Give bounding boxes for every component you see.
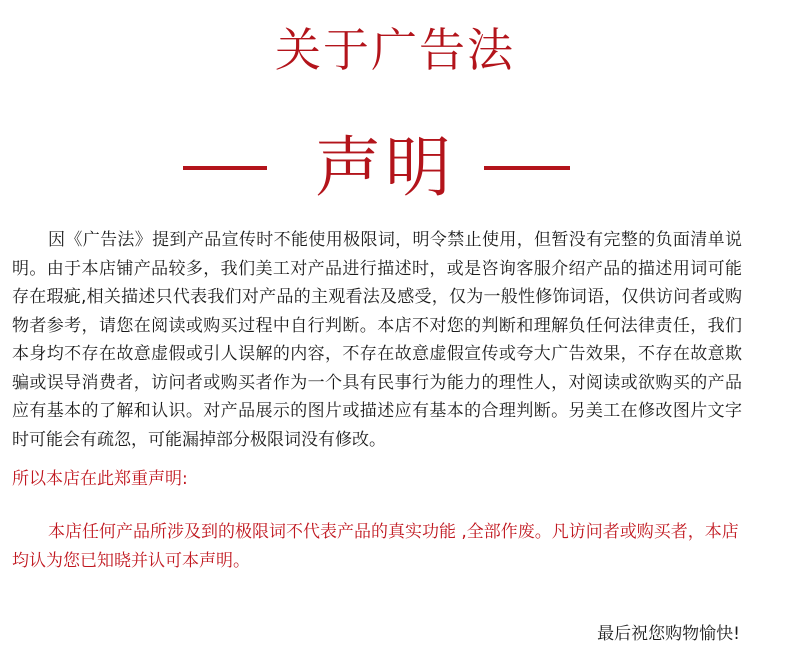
declaration-statement: 本店任何产品所涉及到的极限词不代表产品的真实功能 ,全部作废。凡访问者或购买者，本店均认为您已知晓并认可本声明。	[12, 522, 739, 571]
declaration-intro: 所以本店在此郑重声明:	[12, 469, 188, 489]
right-dash-divider	[484, 166, 570, 170]
closing-greeting: 最后祝您购物愉快!	[597, 624, 740, 644]
disclaimer-paragraph: 因《广告法》提到产品宣传时不能使用极限词，明令禁止使用，但暂没有完整的负面清单说明。由于本店铺产品较多，我们美工对产品进行描述时，或是咨询客服介绍产品的描述用词可能存在瑕疵,相关描述只代表我们对产品的主观看法及感受，仅为一般性修饰词语，仅供访问者或购物者参考，请您在阅读或购买过程中自行判断。本店不对您的判断和理解负任何法律责任，我们本身均不存在故意虚假或引人误解的内容，不存在故意虚假宣传或夸大广告效果，不存在故意欺骗或误导消费者，访问者或购买者作为一个具有民事行为能力的理性人，对阅读或欲购买的产品应有基本的了解和认识。对产品展示的图片或描述应有基本的合理判断。另美工在修改图片文字时可能会有疏忽，可能漏掉部分极限词没有修改。	[12, 230, 742, 450]
declaration-heading: 声明	[315, 129, 455, 206]
left-dash-divider	[183, 166, 267, 170]
page-title: 关于广告法	[275, 23, 515, 77]
declaration-heading-row	[0, 128, 790, 208]
